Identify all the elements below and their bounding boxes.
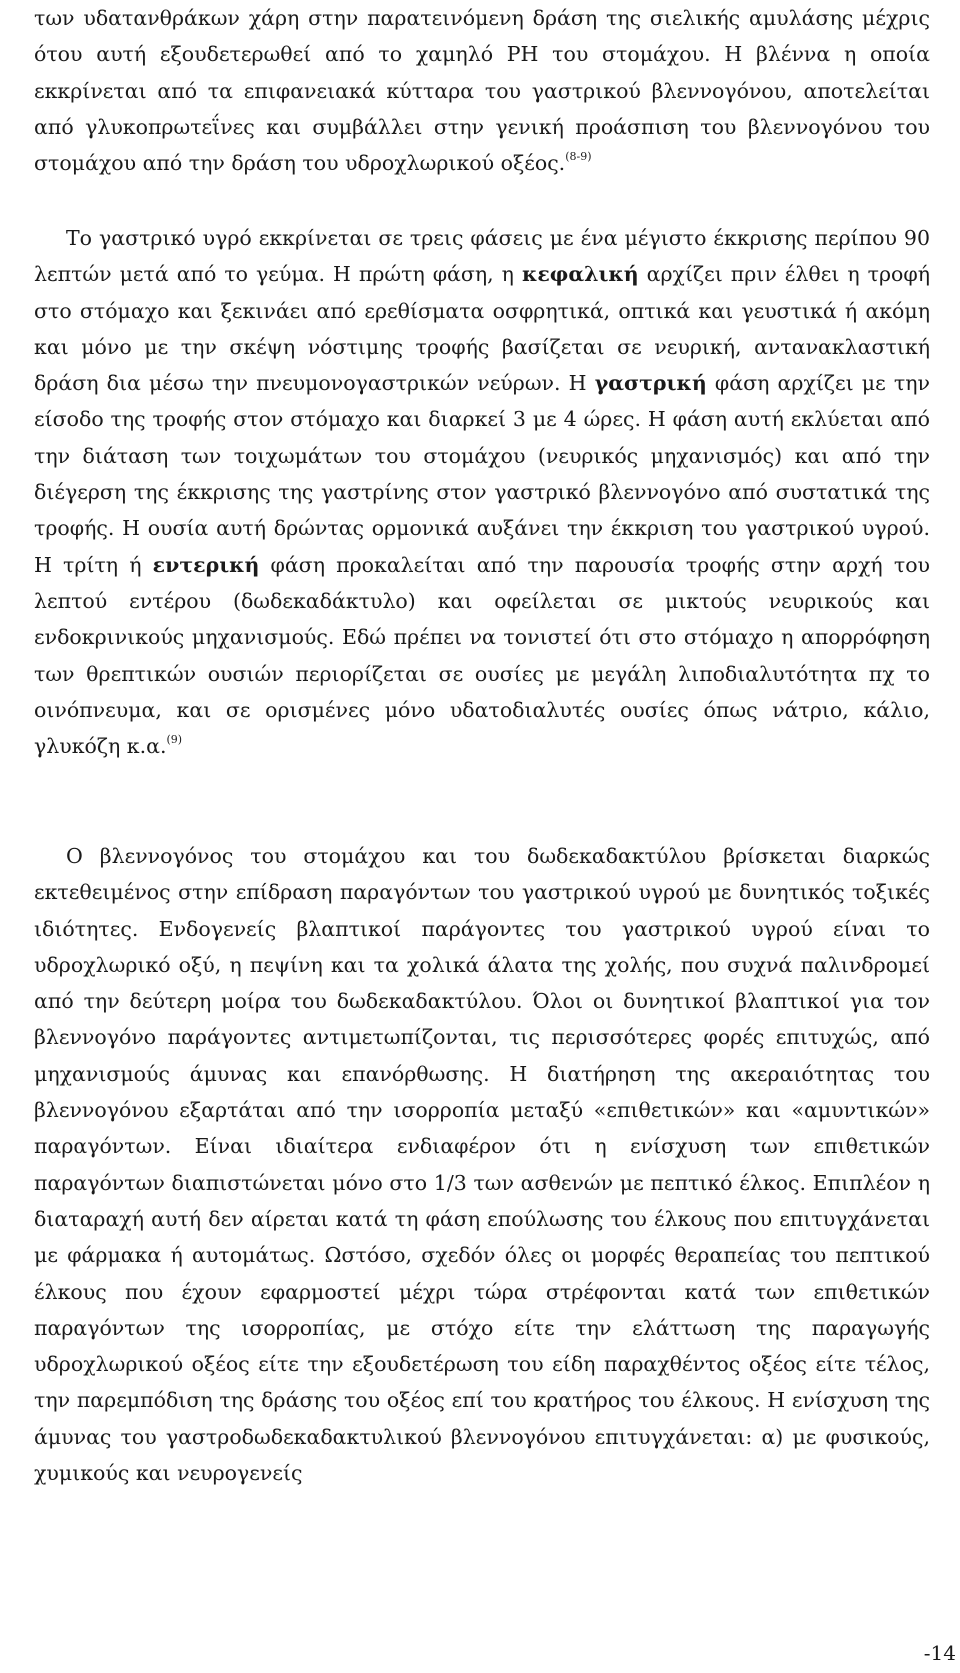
bold-term-cephalic: κεφαλική [521, 262, 639, 287]
paragraph-text: Το γαστρικό υγρό εκκρίνεται σε τρεις φάσεις με ένα μέγιστο έκκρισης περίπου 90 λεπτών μετά από το γεύμα. Η πρώτη φάση, η [34, 226, 930, 287]
citation-superscript: (8-9) [565, 150, 592, 164]
paragraph-gastric-secretion-phases [34, 220, 930, 764]
paragraph-mucosa-defense [34, 838, 930, 1491]
citation-superscript: (9) [166, 733, 183, 747]
paragraph-text: αρχίζει πριν έλθει η τροφή στο στόμαχο και ξεκινάει από ερεθίσματα οσφρητικά, οπτικά και γευστικά ή ακόμη και μόνο με την σκέψη νόστιμης τροφής βασίζεται σε νευρική, αντανακλαστική δράση δια μέσω την πνευμονογαστρικών νεύρων. Η [34, 262, 930, 396]
paragraph-text: των υδατανθράκων χάρη στην παρατεινόμενη δράση της σιελικής αμυλάσης μέχρις ότου αυτή εξουδετερωθεί από το χαμηλό PH του στομάχου. Η βλέννα η οποία εκκρίνεται από τα επιφανειακά κύτταρα του γαστρικού βλεννογόνου, αποτελείται από γλυκοπρωτεΐνες και συμβάλλει στην γενική προάσπιση του βλεννογόνου του στομάχου από την δράση του υδροχλωρικού οξέος. [34, 6, 930, 176]
bold-term-intestinal: εντερική [152, 552, 260, 577]
bold-term-gastric: γαστρική [594, 371, 707, 396]
paragraph-continuation [34, 0, 930, 181]
paragraph-text: Ο βλεννογόνος του στομάχου και του δωδεκαδακτύλου βρίσκεται διαρκώς εκτεθειμένος στην επίδραση παραγόντων του γαστρικού υγρού με δυνητικός τοξικές ιδιότητες. Ενδογενείς βλαπτικοί παράγοντες του γαστρικού υγρού είναι το υδροχλωρικό οξύ, η πεψίνη και τα χολικά άλατα της χολής, που συχνά παλινδρομεί από την δεύτερη μοίρα του δωδεκαδακτύλου. Όλοι οι δυνητικοί βλαπτικοί για τον βλεννογόνο παράγοντες αντιμετωπίζονται, τις περισσότερες φορές επιτυχώς, από μηχανισμούς άμυνας και επανόρθωσης. Η διατήρηση της ακεραιότητας του βλεννογόνου εξαρτάται από την ισορροπία μεταξύ «επιθετικών» και «αμυντικών» παραγόντων. Είναι ιδιαίτερα ενδιαφέρον ότι η ενίσχυση των επιθετικών παραγόντων διαπιστώνεται μόνο στο 1/3 των ασθενών με πεπτικό έλκος. Επιπλέον η διαταραχή αυτή δεν αίρεται κατά τη φάση επούλωσης του έλκους που επιτυγχάνεται με φάρμακα ή αυτομάτως. Ωστόσο, σχεδόν όλες οι μορφές θεραπείας του πεπτικού έλκους που έχουν εφαρμοστεί μέχρι τώρα στρέφονται κατά των επιθετικών παραγόντων της ισορροπίας, με στόχο είτε την ελάττωση της παραγωγής υδροχλωρικού οξέος είτε την εξουδετέρωση του είδη παραχθέντος οξέος είτε τέλος, την παρεμπόδιση της δράσης του οξέος επί του κρατήρος του έλκους. Η ενίσχυση της άμυνας του γαστροδωδεκαδακτυλικού βλεννογόνου επιτυγχάνεται: α) με φυσικούς, χυμικούς και νευρογενείς [34, 844, 930, 1486]
page-number: -14 [923, 1641, 956, 1665]
paragraph-text: φάση προκαλείται από την παρουσία τροφής στην αρχή του λεπτού εντέρου (δωδεκαδάκτυλο) και οφείλεται σε μικτούς νευρικούς και ενδοκρινικούς μηχανισμούς. Εδώ πρέπει να τονιστεί ότι στο στόμαχο η απορρόφηση των θρεπτικών ουσιών περιορίζεται σε ουσίες με μεγάλη λιποδιαλυτότητα πχ το οινόπνευμα, και σε ορισμένες μόνο υδατοδιαλυτές ουσίες όπως νάτριο, κάλιο, γλυκόζη κ.α. [34, 552, 931, 759]
paragraph-text: φάση αρχίζει με την είσοδο της τροφής στον στόμαχο και διαρκεί 3 με 4 ώρες. Η φάση αυτή εκλύεται από την διάταση των τοιχωμάτων του στομάχου (νευρικός μηχανισμός) και από την διέγερση της έκκρισης της γαστρίνης στον γαστρικό βλεννογόνο από συστατικά της τροφής. Η ουσία αυτή δρώντας ορμονικά αυξάνει την έκκριση του γαστρικού υγρού. Η τρίτη ή [34, 371, 930, 577]
document-page [34, 0, 930, 1673]
